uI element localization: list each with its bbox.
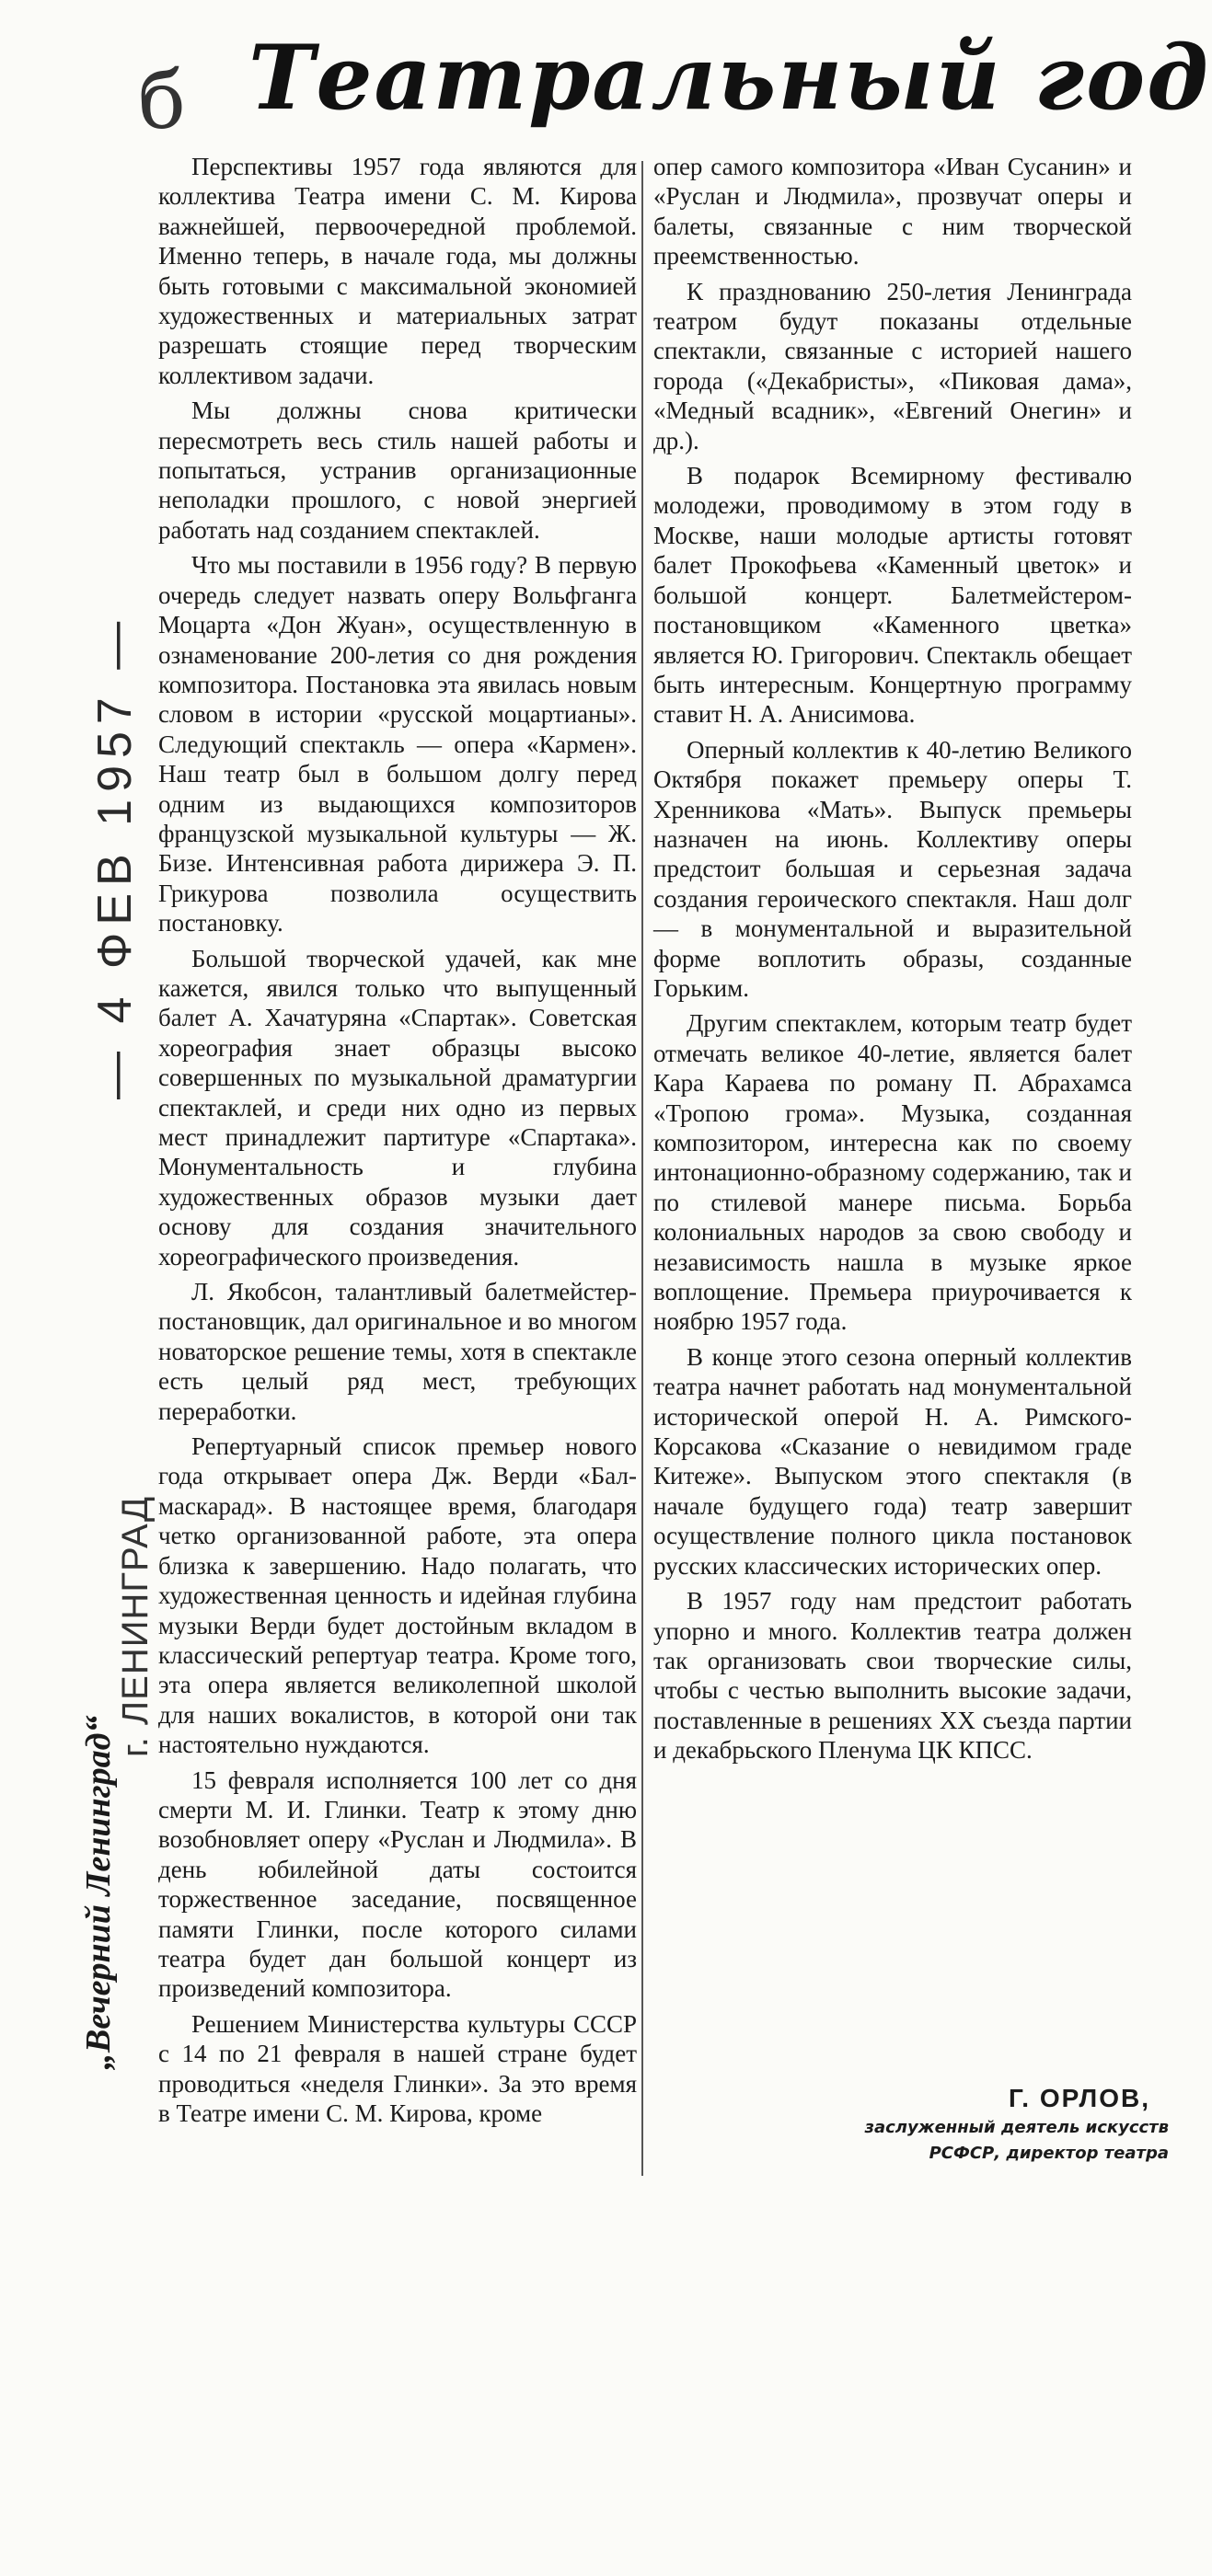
paragraph: В 1957 году нам предстоит работать упорно и много. Коллектив театра должен так организовать свои творческие силы, чтобы с честью выполнить высокие задачи, поставленные в решениях XX съезда партии и декабрьского Пленума ЦК КПСС. (653, 1587, 1132, 1765)
paragraph: Оперный коллектив к 40-летию Великого Октября покажет премьеру оперы Т. Хренникова «Мать». Выпуск премьеры назначен на июнь. Коллективу оперы предстоит большая и серьезная задача создания героического спектакля. Наш долг — в монументальной и выразительной форме воплотить образы, созданные Горьким. (653, 735, 1132, 1002)
paragraph: Перспективы 1957 года являются для коллектива Театра имени С. М. Кирова важнейшей, первоочередной проблемой. Именно теперь, в начале года, мы должны быть готовыми с максимальной экономией художественных и материальных затрат разрешать стоящие перед творческим коллективом задачи. (158, 153, 637, 389)
paragraph: Другим спектаклем, которым театр будет отмечать великое 40-летие, является балет Кара Караева по роману П. Абрахамса «Тропою грома». Музыка, созданная композитором, интересна как по своему интонационно-образному содержанию, так и по стилевой манере письма. Борьба колониальных народов за свою свободу и независимость нашла в музыке яркое воплощение. Премьера приурочивается к ноябрю 1957 года. (653, 1009, 1132, 1336)
author-signature (810, 2084, 1169, 2165)
article-column-left (158, 152, 637, 2133)
author-title-line1: заслуженный деятель искусств (864, 2118, 1169, 2137)
paragraph: опер самого композитора «Иван Сусанин» и «Руслан и Людмила», прозвучат оперы и балеты, связанные с ним творческой преемственностью. (653, 153, 1132, 270)
date-stamp: — 4 ФЕВ 1957 — (88, 614, 142, 1099)
paragraph: Мы должны снова критически пересмотреть весь стиль нашей работы и попытаться, устранив организационные неполадки прошлого, с новой энергией работать над созданием спектаклей. (158, 397, 637, 544)
article-column-right (653, 152, 1132, 1771)
paragraph: В подарок Всемирному фестивалю молодежи, проводимому в этом году в Москве, наши молодые артисты готовят балет Прокофьева «Каменный цветок» и большой концерт. Балетмейстером-постановщиком «Каменного цветка» является Ю. Григорович. Спектакль обещает быть интересным. Концертную программу ставит Н. А. Анисимова. (653, 462, 1132, 729)
paragraph: Л. Якобсон, талантливый балетмейстер-постановщик, дал оригинальное и во многом новаторское решение темы, хотя в спектакле есть целый ряд мест, требующих переработки. (158, 1278, 637, 1425)
article-title: Театральный год (248, 26, 1210, 130)
paragraph: 15 февраля исполняется 100 лет со дня смерти М. И. Глинки. Театр к этому дню возобновляет оперу «Руслан и Людмила». В день юбилейной даты состоится торжественное заседание, посвященное памяти Глинки, после которого силами театра будет дан большой концерт из произведений композитора. (158, 1765, 637, 2003)
newspaper-source: „Вечерний Ленинград“ (79, 1715, 118, 2070)
paragraph: Что мы поставили в 1956 году? В первую очередь следует назвать оперу Вольфганга Моцарта «Дон Жуан», осуществленную в ознаменование 200-летия со дня рождения композитора. Постановка эта явилась новым словом в истории «русской моцартианы». Следующий спектакль — опера «Кармен». Наш театр был в большом долгу перед одним из выдающихся композиторов французской музыкальной культуры — Ж. Бизе. Интенсивная работа дирижера Э. П. Грикурова позволила осуществить постановку. (158, 551, 637, 937)
paragraph: К празднованию 250-летия Ленинграда театром будут показаны отдельные спектакли, связанные с историей нашего города («Декабристы», «Пиковая дама», «Медный всадник», «Евгений Онегин» и др.). (653, 277, 1132, 454)
city-stamp: г. ЛЕНИНГРАД (115, 1495, 156, 1757)
paragraph: В конце этого сезона оперный коллектив театра начнет работать над монументальной исторической оперой Н. А. Римского-Корсакова «Сказание о невидимом граде Китеже». Выпуском этого спектакля (в начале будущего года) театр завершит осуществление полного цикла постановок русских классических исторических опер. (653, 1342, 1132, 1580)
author-title-line2: РСФСР, директор театра (929, 2144, 1169, 2163)
paragraph: Репертуарный список премьер нового года открывает опера Дж. Верди «Бал-маскарад». В настоящее время, благодаря четко организованной работе, эта опера близка к завершению. Надо полагать, что художественная ценность и идейная глубина музыки Верди будет достойным вкладом в классический репертуар театра. Кроме того, эта опера является великолепной школой для наших вокалистов, в которой они так настоятельно нуждаются. (158, 1432, 637, 1759)
paragraph: Решением Министерства культуры СССР с 14 по 21 февраля в нашей стране будет проводиться «неделя Глинки». За это время в Театре имени С. М. Кирова, кроме (158, 2009, 637, 2127)
author-name: Г. ОРЛОВ, (1008, 2084, 1150, 2112)
headline-margin-mark: б (138, 55, 186, 147)
column-divider (641, 161, 643, 2176)
paragraph: Большой творческой удачей, как мне кажется, явился только что выпущенный балет А. Хачатуряна «Спартак». Советская хореография знает образцы высоко совершенных по музыкальной драматургии спектаклей, и среди них одно из первых мест принадлежит партитуре «Спартака». Монументальность и глубина художественных образов музыки дает основу для создания значительного хореографического произведения. (158, 944, 637, 1271)
